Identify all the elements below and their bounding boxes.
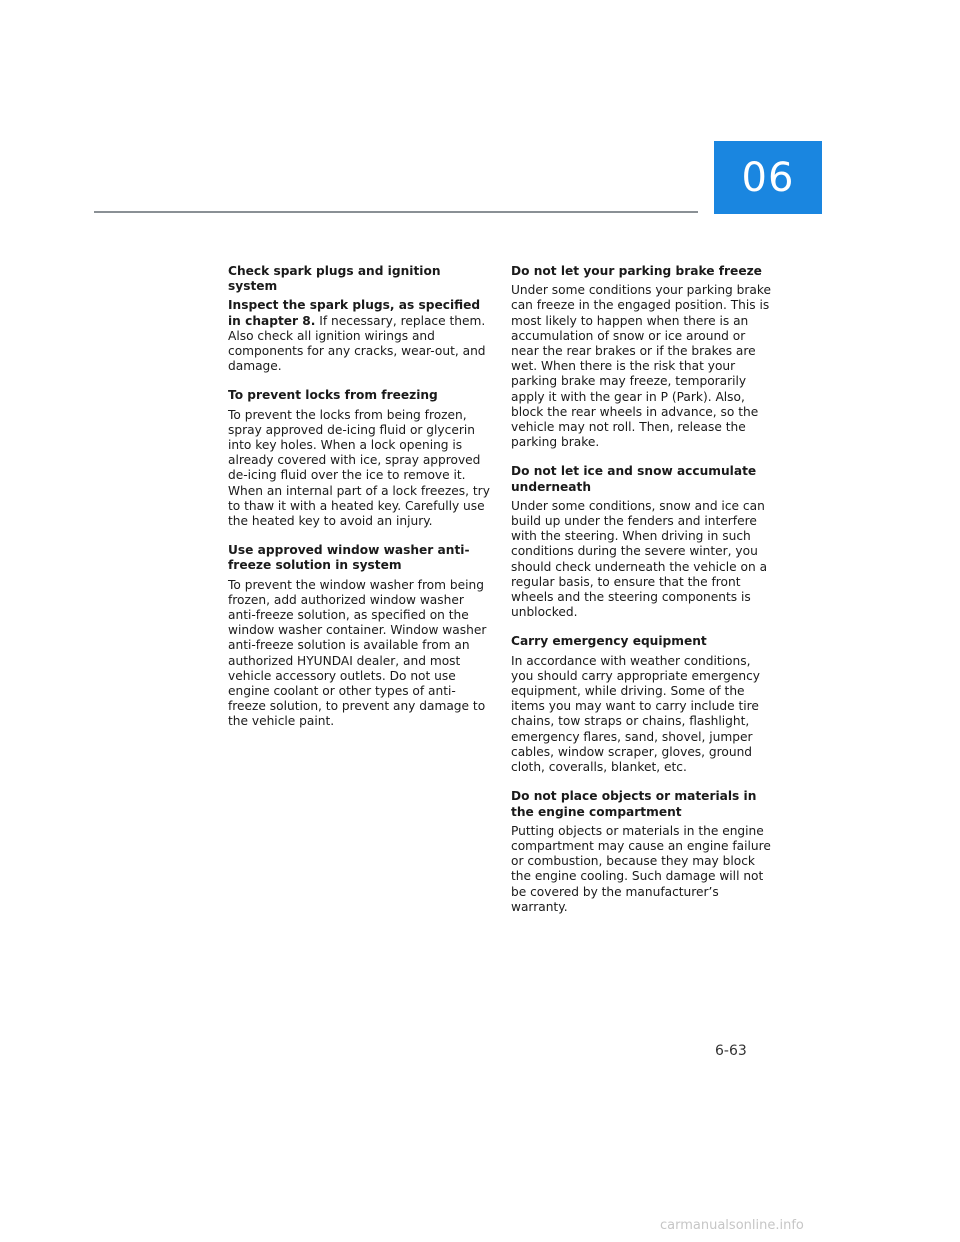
- section-body: [228, 298, 490, 374]
- section-ice-snow: [511, 464, 773, 620]
- section-title: Do not let ice and snow accumulate underneath: [511, 464, 757, 494]
- section-engine: [511, 789, 773, 915]
- header-rule: [94, 211, 698, 213]
- body-text: If necessary, replace them. Also check all ignition wirings and components for any cracks, wear-out, and damage.: [228, 313, 486, 374]
- section-washer: [228, 543, 490, 729]
- left-column: [228, 264, 490, 744]
- section-emergency: [511, 634, 773, 775]
- section-title: Check spark plugs and ignition system: [228, 264, 441, 294]
- watermark: carmanualsonline.info: [660, 1218, 804, 1233]
- section-body: In accordance with weather conditions, you should carry appropriate emergency equipment, while driving. Some of the items you may want to carry include tire chains, tow straps or chains, flashlight, emergency flares, sand, shovel, jumper cables, window scraper, gloves, ground cloth, coveralls, blanket, etc.: [511, 653, 761, 775]
- chapter-tab: [714, 141, 822, 214]
- bold-lead: Inspect the spark plugs, as specified in chapter 8.: [228, 298, 481, 328]
- section-title: Do not place objects or materials in the engine compartment: [511, 789, 757, 819]
- section-spark-plugs: [228, 264, 490, 374]
- chapter-number: 06: [741, 154, 795, 201]
- section-parking-brake: [511, 264, 773, 450]
- section-body: To prevent the locks from being frozen, spray approved de-icing fluid or glycerin into key holes. When a lock opening is already covered with ice, spray approved de-icing fluid over the ice to remove it. When an internal part of a lock freezes, try to thaw it with a heated key. Carefully use the heated key to avoid an injury.: [228, 407, 490, 529]
- section-body: Under some conditions your parking brake can freeze in the engaged position. This is most likely to happen when there is an accumulation of snow or ice around or near the rear brakes or if the brakes are wet. When there is the risk that your parking brake may freeze, temporarily apply it with the gear in P (Park). Also, block the rear wheels in advance, so the vehicle may not roll. Then, release the parking brake.: [511, 283, 771, 450]
- section-title: Do not let your parking brake freeze: [511, 264, 762, 278]
- section-title: To prevent locks from freezing: [228, 388, 438, 403]
- page-number: 6-63: [715, 1043, 747, 1059]
- section-locks: [228, 388, 490, 529]
- section-body: Putting objects or materials in the engine compartment may cause an engine failure or combustion, because they may block the engine cooling. Such damage will not be covered by the manufacturer’s warranty.: [511, 823, 771, 914]
- section-body: To prevent the window washer from being frozen, add authorized window washer anti-freeze solution, as specified on the window washer container. Window washer anti-freeze solution is available from an authorized HYUNDAI dealer, and most vehicle accessory outlets. Do not use engine coolant or other types of anti-freeze solution, to prevent any damage to the vehicle paint.: [228, 577, 487, 729]
- right-column: [511, 264, 773, 929]
- section-title: Carry emergency equipment: [511, 634, 707, 649]
- section-title: Use approved window washer anti-freeze solution in system: [228, 543, 470, 573]
- section-body: Under some conditions, snow and ice can build up under the fenders and interfere with the steering. When driving in such conditions during the severe winter, you should check underneath the vehicle on a regular basis, to ensure that the front wheels and the steering components is unblocked.: [511, 498, 768, 620]
